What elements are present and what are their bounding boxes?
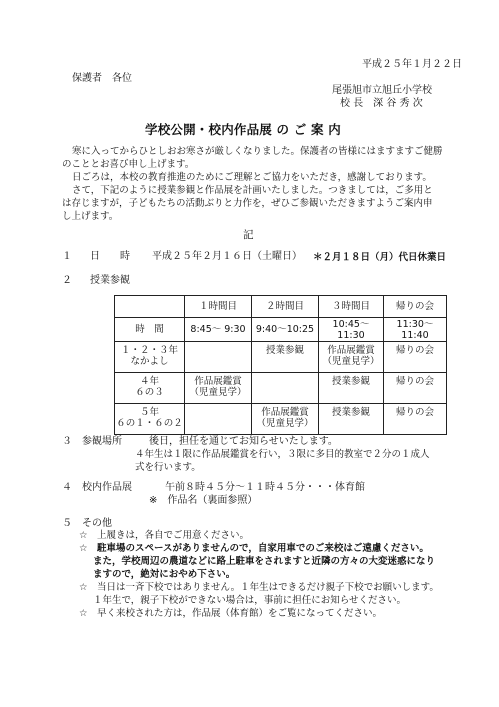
table-row (115, 342, 447, 373)
time-period-2: 9:40～10:25 (252, 318, 319, 342)
row1-homeroom-text: 帰りの会 (395, 345, 434, 356)
row1-grade (115, 342, 185, 373)
row3-grade-line2: ６の１・６の２ (116, 418, 183, 429)
item1-number: １ (62, 251, 72, 262)
item2-label: 授業参観 (90, 275, 130, 286)
intro-line-5: は存じますが，子どもたちの活動ぶりと力作を，ぜひご参観いただきますようご案内申 (62, 198, 433, 209)
row3-period-1 (185, 404, 252, 435)
intro-line-6: し上げます。 (62, 211, 119, 222)
item5-label: その他 (82, 518, 112, 529)
row1-period-3-line1: 作品展鑑賞 (327, 345, 375, 356)
row2-homeroom-text: 帰りの会 (395, 376, 434, 387)
table-header-empty (115, 296, 185, 318)
intro-line-2: のこととお喜び申し上げます。 (62, 159, 195, 170)
table-row (115, 404, 447, 435)
row3-homeroom-text: 帰りの会 (395, 407, 434, 418)
row2-grade (115, 373, 185, 404)
ki-heading: 記 (243, 229, 254, 241)
row3-period-2-line1: 作品展鑑賞 (261, 407, 309, 418)
item5-line-1: ☆ 上履きは，各自でご用意ください。 (79, 530, 250, 541)
item1-label: 日 時 (90, 251, 130, 262)
item5-line-7: ☆ 早く来校された方は，作品展（体育館）をご覧になってください。 (79, 608, 383, 619)
row1-period-2-text: 授業参観 (265, 345, 304, 356)
row2-grade-line1: ４年 (139, 376, 159, 387)
table-header-row (115, 296, 447, 318)
document-date: 平成２５年１月２２日 (362, 59, 462, 70)
item3-label: 参観場所 (82, 436, 122, 447)
item1-note: ＊２月１８日（月）代日休業日 (313, 252, 447, 263)
row3-period-3-text: 授業参観 (331, 407, 370, 418)
intro-line-4: さて，下記のように授業参観と作品展を計画いたしました。つきましては，ご多用と (72, 185, 433, 196)
row3-period-2 (252, 404, 319, 435)
intro-line-3: 日ごろは，本校の教育推進のためにご理解とご協力をいただき，感謝しております。 (72, 172, 432, 183)
row2-period-3 (319, 373, 384, 404)
item5-line-3: また，学校周辺の農道などに路上駐車をされますと近隣の方々の大変迷惑になり (93, 556, 436, 567)
item3-line-1: 後日，担任を通じてお知らせいたします。 (149, 436, 338, 447)
intro-line-1: 寒に入ってからひとしおお寒さが厳しくなりました。保護者の皆様にはますますご健勝 (72, 146, 443, 157)
item4-line-1: 午前８時４５分～１１時４５分・・・体育館 (165, 482, 365, 493)
item5-line-5: ☆ 当日は一斉下校ではありません。１年生はできるだけ親子下校でお願いします。 (79, 582, 439, 593)
item5-number: ５ (62, 518, 72, 529)
row2-period-1-line1: 作品展鑑賞 (194, 376, 242, 387)
row3-period-3 (319, 404, 384, 435)
item4-line-2: ※ 作品名（裏面参照） (149, 495, 258, 506)
row1-grade-line1: １・２・３年 (120, 345, 178, 356)
table-header-homeroom: 帰りの会 (384, 296, 447, 318)
time-period-1: 8:45～ 9:30 (185, 318, 252, 342)
item4-number: ４ (62, 482, 72, 493)
item3-line-2: ４年生は１限に作品展鑑賞を行い，３限に多目的教室で２分の１成人 (135, 449, 430, 460)
row3-grade (115, 404, 185, 435)
row1-period-2 (252, 342, 319, 373)
time-row-label: 時 間 (115, 318, 185, 342)
school-name: 尾張旭市立旭丘小学校 (332, 85, 432, 96)
row2-homeroom (384, 373, 447, 404)
time-homeroom: 11:30～11:40 (384, 318, 447, 342)
item2-number: ２ (62, 275, 72, 286)
row1-period-3 (319, 342, 384, 373)
item3-number: ３ (62, 436, 72, 447)
principal-name: 校 長 深 谷 秀 次 (340, 98, 423, 109)
row2-period-1-line2: （児童見学） (189, 387, 247, 398)
row3-period-2-line2: （児童見学） (256, 418, 314, 429)
table-header-period-3: ３時間目 (319, 296, 384, 318)
item5-line-4: ますので，絶対におやめ下さい。 (93, 569, 236, 580)
row3-grade-line1: ５年 (139, 407, 159, 418)
row3-homeroom (384, 404, 447, 435)
item4-label: 校内作品展 (82, 482, 132, 493)
item1-date: 平成２５年２月１６日（土曜日） (152, 251, 302, 262)
item5-line-6: １年生で，親子下校ができない場合は，事前に担任にお知らせください。 (93, 595, 407, 606)
table-header-period-2: ２時間目 (252, 296, 319, 318)
row1-grade-line2: なかよし (130, 356, 169, 367)
table-row (115, 373, 447, 404)
row2-period-1 (185, 373, 252, 404)
item5-line-2: ☆ 駐車場のスペースがありませんので，自家用車でのご来校はご遠慮ください。 (79, 543, 429, 554)
addressee: 保護者 各位 (72, 73, 132, 84)
page-title: 学校公開・校内作品展 の ご 案 内 (145, 122, 342, 137)
item3-line-3: 式を行います。 (135, 462, 201, 473)
time-period-3: 10:45～11:30 (319, 318, 384, 342)
row2-grade-line2: ６の３ (135, 387, 164, 398)
row1-period-1 (185, 342, 252, 373)
row1-period-3-line2: （児童見学） (322, 356, 380, 367)
row2-period-3-text: 授業参観 (331, 376, 370, 387)
schedule-table (114, 295, 447, 435)
row2-period-2 (252, 373, 319, 404)
row1-homeroom (384, 342, 447, 373)
table-header-period-1: １時間目 (185, 296, 252, 318)
table-time-row (115, 318, 447, 342)
